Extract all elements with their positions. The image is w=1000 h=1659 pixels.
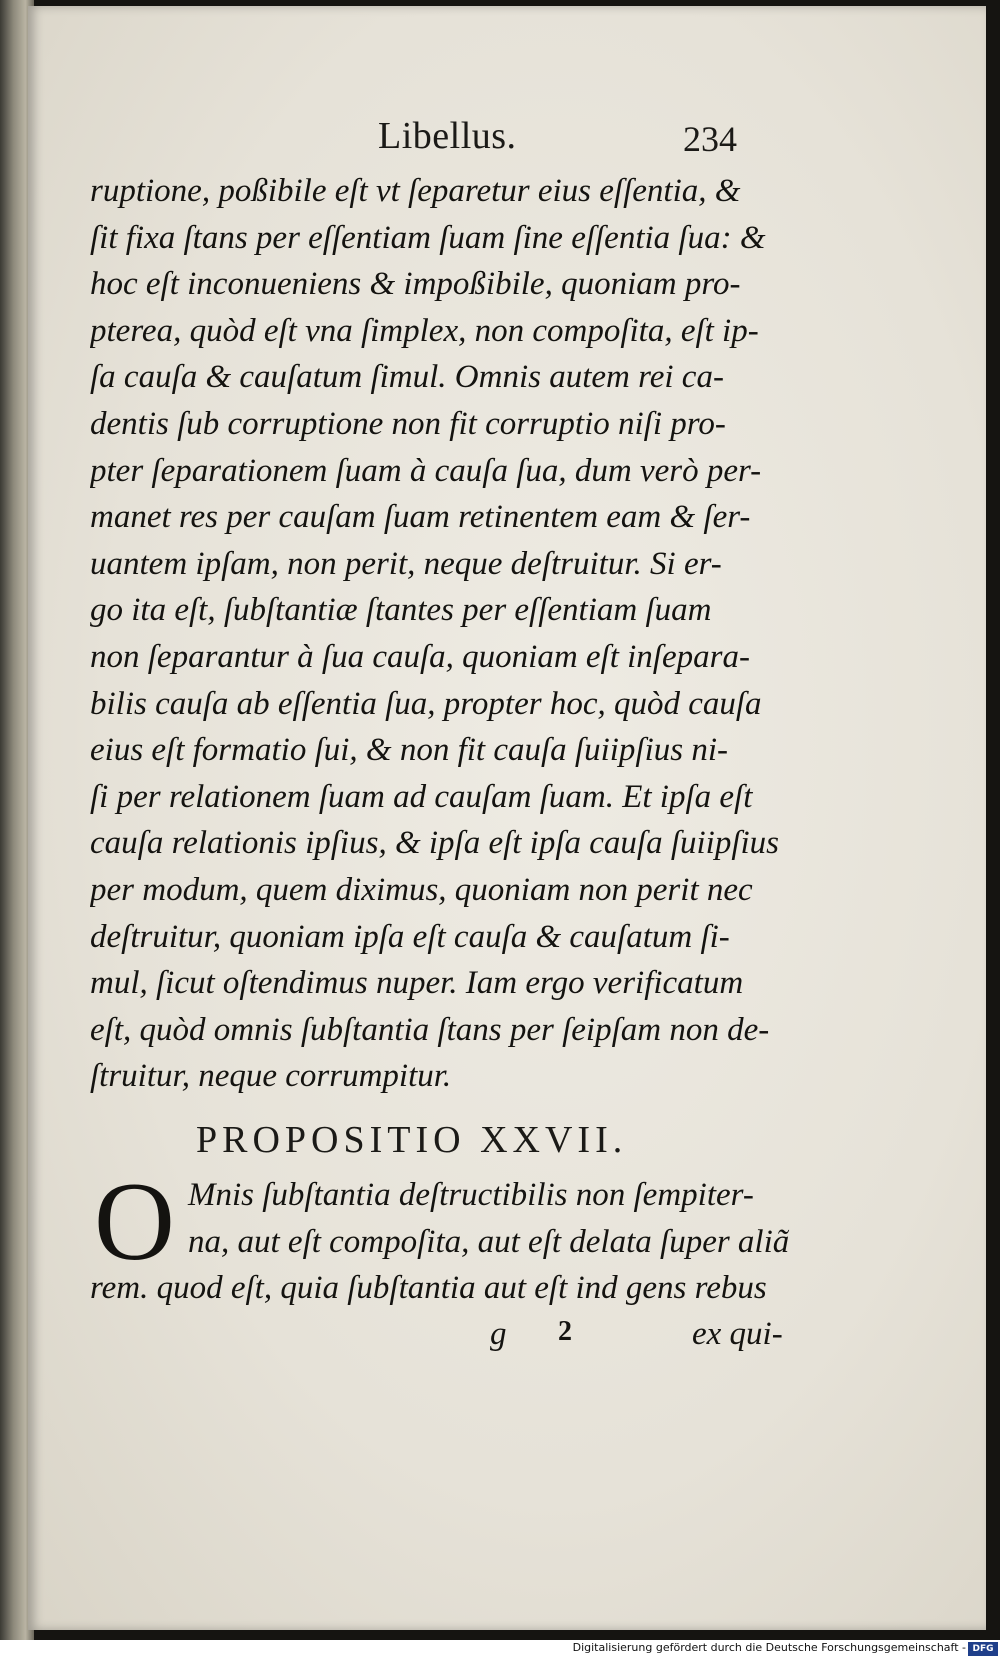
text-line: pterea, quòd eſt vna ſimplex, non compoſita, eſt ip- <box>90 312 759 349</box>
text-line: eius eſt formatio ſui, & non fit cauſa ſuiipſius ni- <box>90 732 728 769</box>
text-line: ruptione, poßibile eſt vt ſeparetur eius eſſentia, & <box>90 173 741 209</box>
signature-line <box>90 1316 790 1362</box>
text-line: rem. quod eſt, quia ſubſtantia aut eſt ind gens rebus <box>90 1270 767 1307</box>
page-number: 234 <box>683 119 737 159</box>
text-line: na, aut eſt compoſita, aut eſt delata ſuper aliã <box>188 1223 790 1260</box>
text-line: go ita eſt, ſubſtantiæ ſtantes per eſſentiam ſuam <box>90 592 712 629</box>
text-line: cauſa relationis ipſius, & ipſa eſt ipſa cauſa ſuiipſius <box>90 825 780 862</box>
signature-number: 2 <box>558 1316 572 1347</box>
drop-cap-initial: O <box>94 1160 175 1284</box>
funding-credit: Digitalisierung gefördert durch die Deutsche Forschungsgemeinschaft - <box>572 1641 966 1654</box>
book-page <box>28 6 986 1630</box>
text-line: ſi per relationem ſuam ad cauſam ſuam. Et ipſa eſt <box>90 778 753 815</box>
proposition-text <box>90 1172 790 1312</box>
running-title: Libellus. <box>378 115 517 157</box>
dfg-logo: DFG <box>968 1642 998 1656</box>
text-line: ſa cauſa & cauſatum ſimul. Omnis autem rei ca- <box>90 359 724 396</box>
text-line: ſtruitur, neque corrumpitur. <box>90 1058 452 1095</box>
text-line: pter ſeparationem ſuam à cauſa ſua, dum verò per- <box>90 452 762 489</box>
footer-bar <box>0 1640 1000 1659</box>
text-line: uantem ipſam, non perit, neque deſtruitur. Si er- <box>90 545 722 582</box>
text-line: hoc eſt inconueniens & impoßibile, quoniam pro- <box>90 266 741 303</box>
text-line: bilis cauſa ab eſſentia ſua, propter hoc, quòd cauſa <box>90 685 762 722</box>
text-line: dentis ſub corruptione non fit corruptio niſi pro- <box>90 405 726 442</box>
text-line: manet res per cauſam ſuam retinentem eam & ſer- <box>90 499 751 536</box>
text-line: eſt, quòd omnis ſubſtantia ſtans per ſeipſam non de- <box>90 1011 770 1048</box>
text-line: deſtruitur, quoniam ipſa eſt cauſa & cauſatum ſi- <box>90 918 730 955</box>
section-heading: PROPOSITIO XXVII. <box>196 1119 628 1161</box>
body-text <box>90 168 790 1100</box>
text-line: mul, ſicut oſtendimus nuper. Iam ergo verificatum <box>90 965 744 1002</box>
text-line: Mnis ſubſtantia deſtructibilis non ſempiter- <box>188 1177 754 1213</box>
page-header <box>28 114 986 164</box>
text-line: per modum, quem diximus, quoniam non perit nec <box>90 871 753 908</box>
signature-mark: g <box>490 1316 507 1352</box>
catchword: ex qui- <box>692 1316 783 1352</box>
text-line: ſit fixa ſtans per eſſentiam ſuam ſine eſſentia ſua: & <box>90 219 766 256</box>
text-line: non ſeparantur à ſua cauſa, quoniam eſt inſepara- <box>90 638 750 675</box>
